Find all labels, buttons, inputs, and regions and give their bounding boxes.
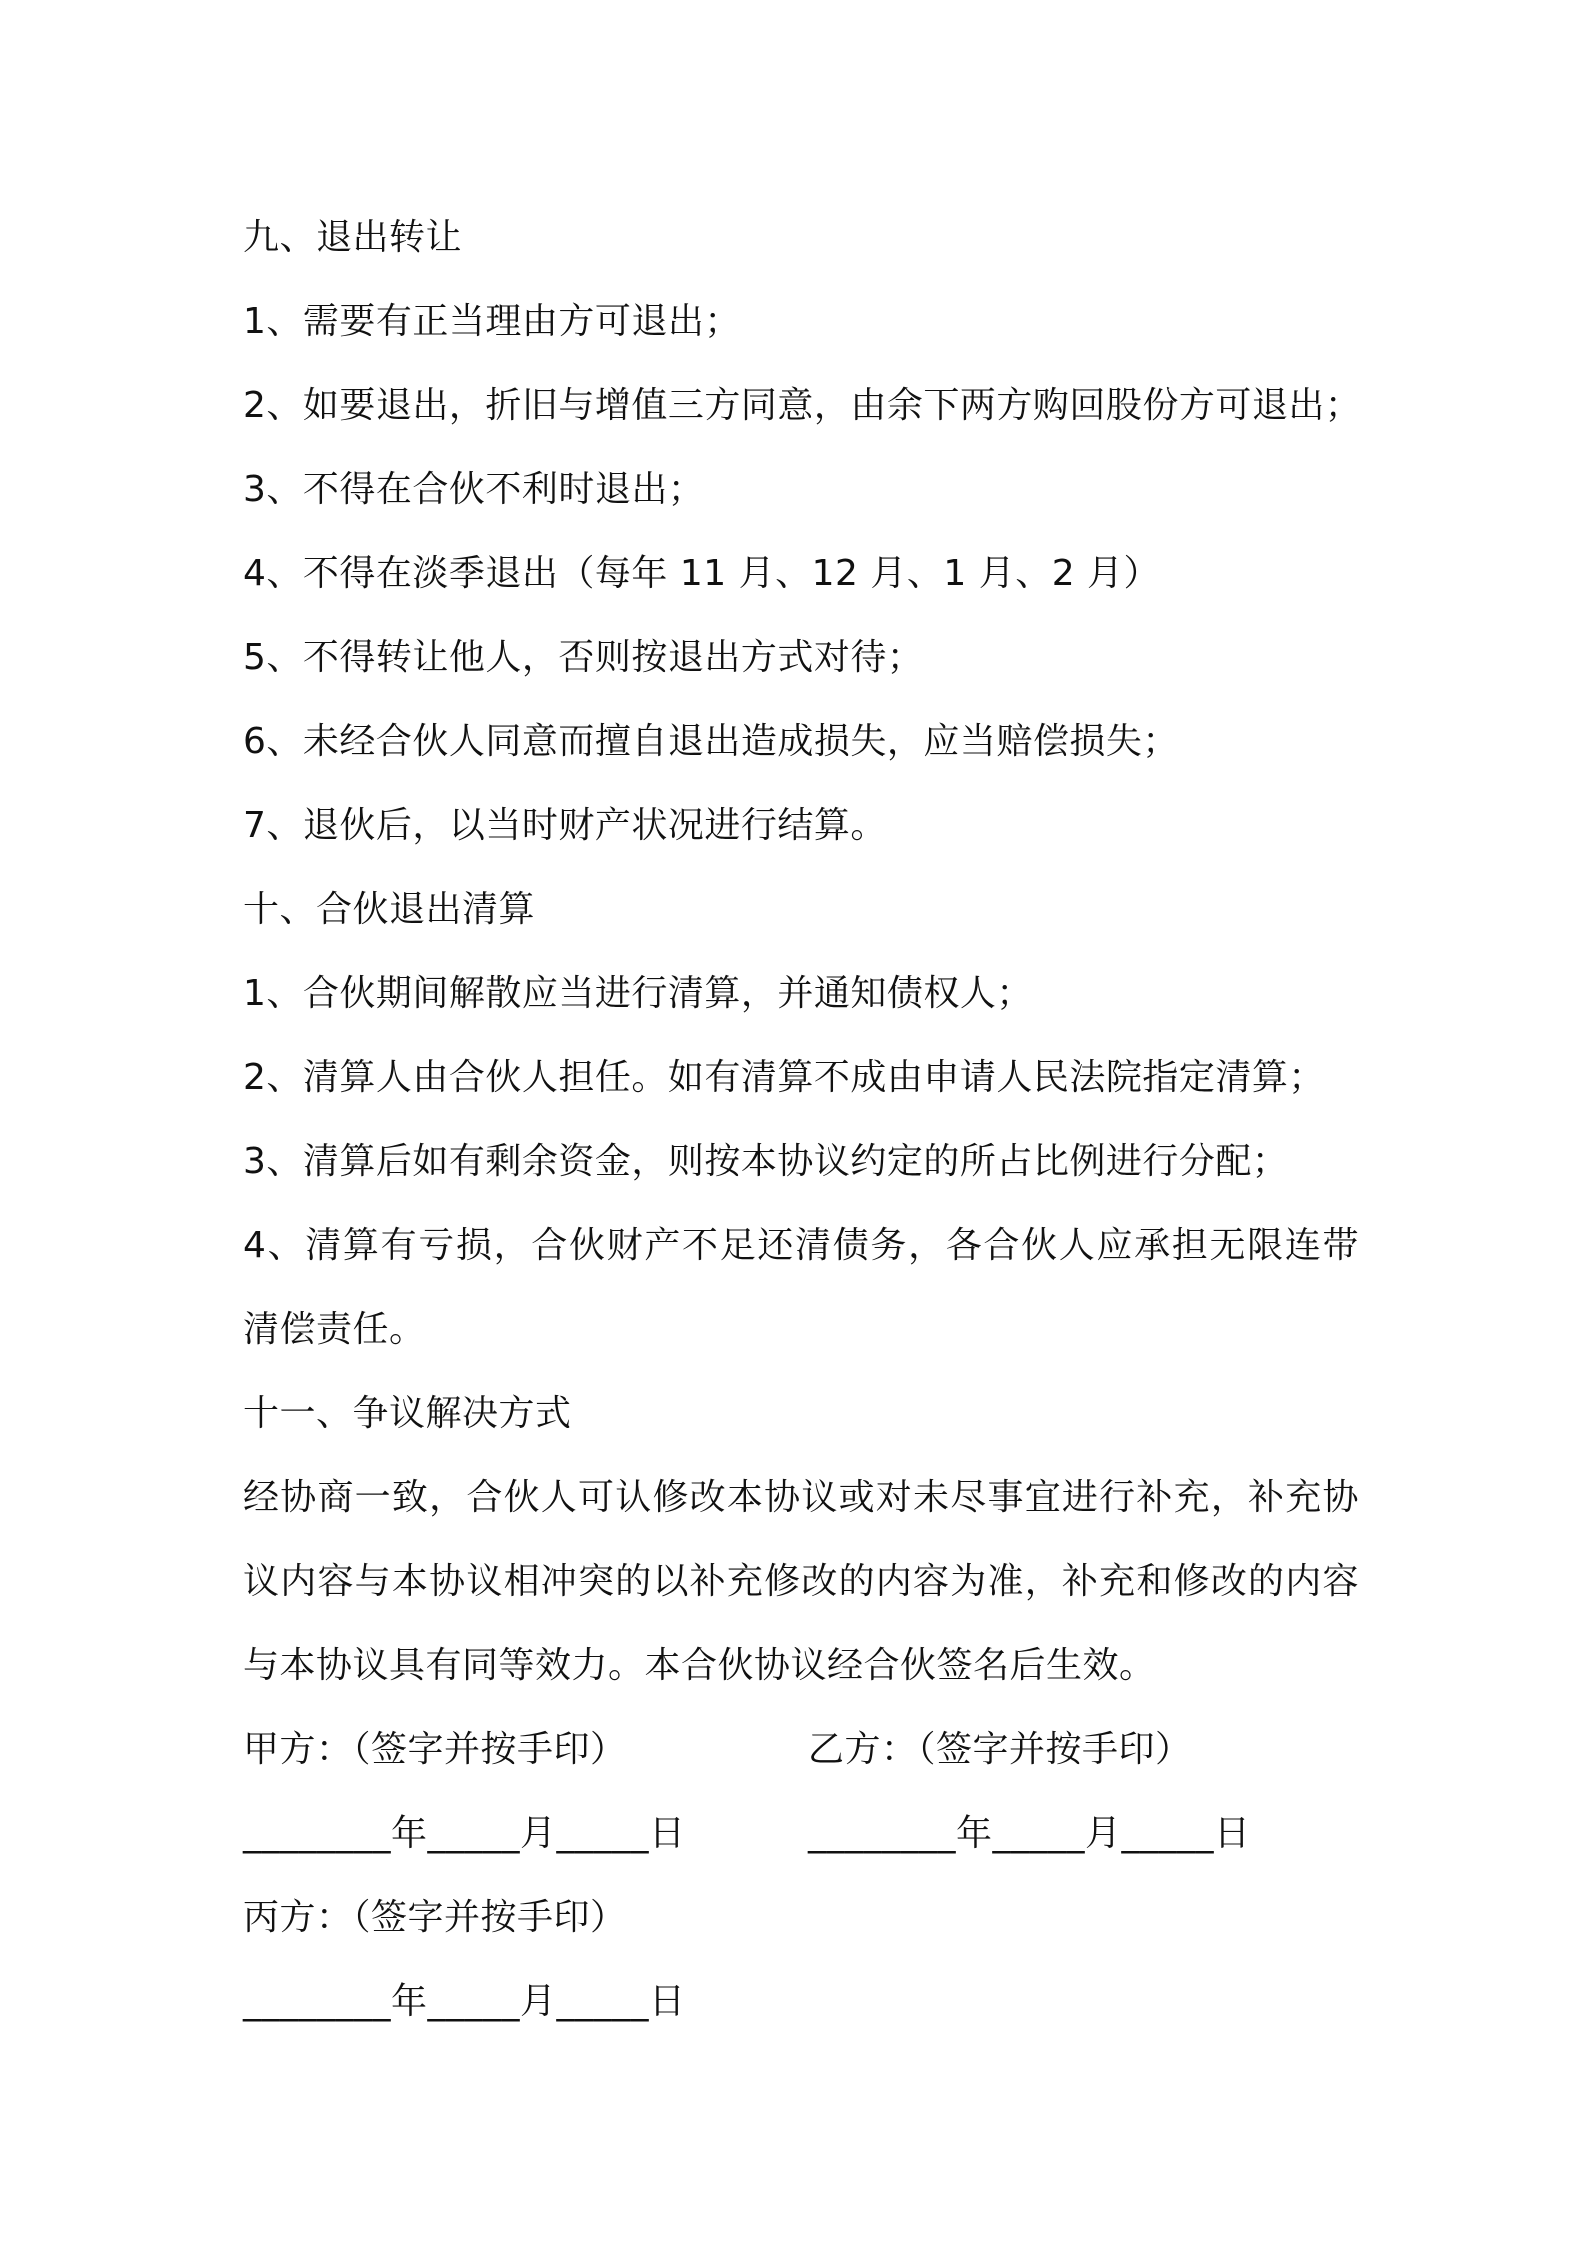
list-item: 2、如要退出，折旧与增值三方同意，由余下两方购回股份方可退出；: [243, 385, 1362, 426]
party-b-signature-label: 乙方：（签字并按手印）: [808, 1729, 1192, 1770]
list-item: 3、清算后如有剩余资金，则按本协议约定的所占比例进行分配；: [243, 1141, 1289, 1182]
date-row-c: [243, 1960, 1373, 2044]
party-c-signature-label: 丙方：（签字并按手印）: [243, 1897, 627, 1938]
list-item: 7、退伙后，以当时财产状况进行结算。: [243, 805, 887, 846]
section-heading-dispute-resolution: 十一、争议解决方式: [243, 1393, 572, 1434]
dispute-resolution-paragraph: 经协商一致，合伙人可认修改本协议或对未尽事宜进行补充，补充协议内容与本协议相冲突的以补充修改的内容为准，补充和修改的内容与本协议具有同等效力。本合伙协议经合伙签名后生效。: [243, 1477, 1359, 1686]
signature-row-ab: [243, 1708, 1373, 1792]
list-item: 1、合伙期间解散应当进行清算，并通知债权人；: [243, 973, 1033, 1014]
list-item: 5、不得转让他人，否则按退出方式对待；: [243, 637, 924, 678]
list-item: 3、不得在合伙不利时退出；: [243, 469, 705, 510]
date-row-ab: [243, 1792, 1373, 1876]
list-item: 6、未经合伙人同意而擅自退出造成损失，应当赔偿损失；: [243, 721, 1179, 762]
party-a-date-line: ________年_____月_____日: [243, 1813, 686, 1854]
list-item: 4、清算有亏损，合伙财产不足还清债务，各合伙人应承担无限连带清偿责任。: [243, 1225, 1359, 1350]
party-b-date-line: ________年_____月_____日: [808, 1813, 1251, 1854]
list-item: 2、清算人由合伙人担任。如有清算不成由申请人民法院指定清算；: [243, 1057, 1325, 1098]
party-c-date-line: ________年_____月_____日: [243, 1981, 686, 2022]
signature-row-c: [243, 1876, 1373, 1960]
list-item: 4、不得在淡季退出（每年 11 月、12 月、1 月、2 月）: [243, 553, 1161, 594]
section-heading-liquidation: 十、合伙退出清算: [243, 889, 536, 930]
section-heading-exit-transfer: 九、退出转让: [243, 217, 463, 258]
document-content: [243, 196, 1373, 2044]
party-a-signature-label: 甲方：（签字并按手印）: [243, 1729, 627, 1770]
list-item: 1、需要有正当理由方可退出；: [243, 301, 741, 342]
